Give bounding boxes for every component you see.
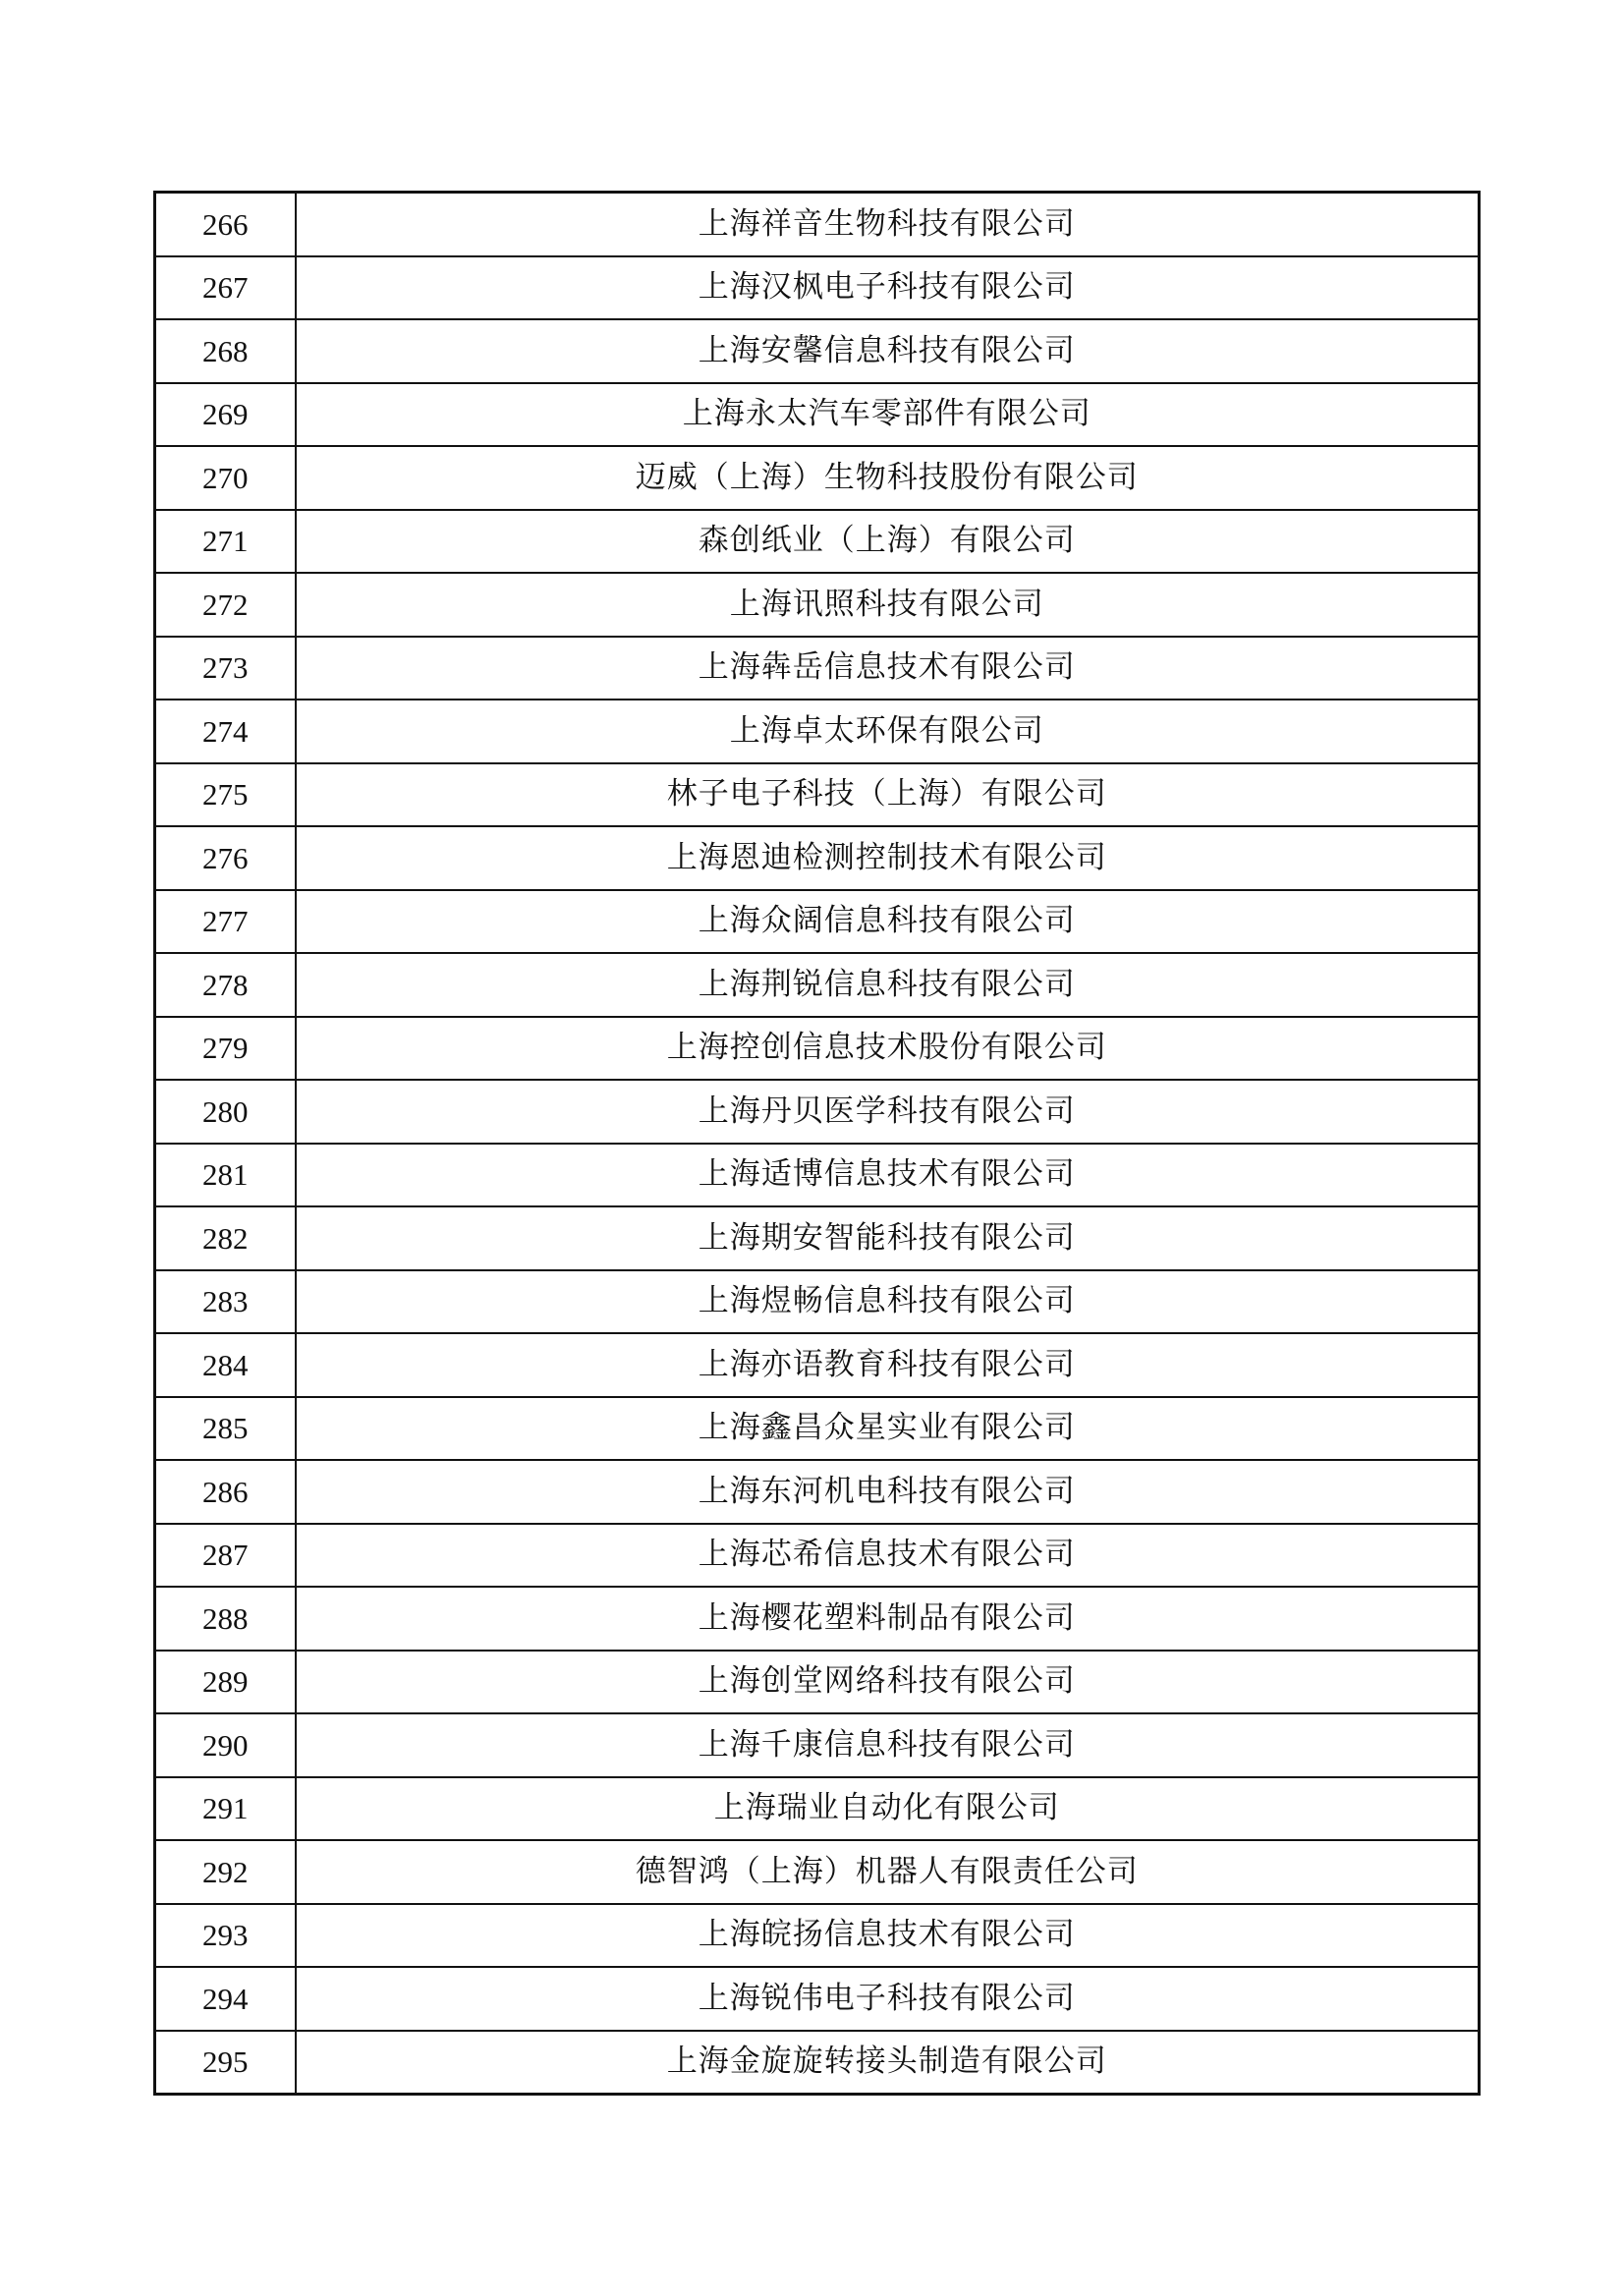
table-row bbox=[155, 573, 1480, 637]
table-row bbox=[155, 510, 1480, 574]
company-name-cell: 迈威（上海）生物科技股份有限公司 bbox=[296, 446, 1480, 510]
row-number-cell: 295 bbox=[155, 2031, 296, 2095]
row-number-cell: 291 bbox=[155, 1777, 296, 1841]
table-row bbox=[155, 446, 1480, 510]
row-number-cell: 278 bbox=[155, 953, 296, 1017]
table-row bbox=[155, 1777, 1480, 1841]
row-number-cell: 270 bbox=[155, 446, 296, 510]
row-number-cell: 275 bbox=[155, 763, 296, 827]
table-row bbox=[155, 383, 1480, 447]
row-number-cell: 286 bbox=[155, 1460, 296, 1524]
row-number-cell: 282 bbox=[155, 1206, 296, 1270]
table-row bbox=[155, 1651, 1480, 1714]
company-name-cell: 德智鸿（上海）机器人有限责任公司 bbox=[296, 1840, 1480, 1904]
company-name-cell: 上海创堂网络科技有限公司 bbox=[296, 1651, 1480, 1714]
company-name-cell: 上海芯希信息技术有限公司 bbox=[296, 1524, 1480, 1588]
table-row bbox=[155, 890, 1480, 954]
row-number-cell: 280 bbox=[155, 1080, 296, 1144]
row-number-cell: 272 bbox=[155, 573, 296, 637]
company-name-cell: 上海汉枫电子科技有限公司 bbox=[296, 256, 1480, 320]
table-row bbox=[155, 826, 1480, 890]
table-row bbox=[155, 1587, 1480, 1651]
table-row bbox=[155, 1144, 1480, 1207]
table-row bbox=[155, 1017, 1480, 1081]
company-name-cell: 上海丹贝医学科技有限公司 bbox=[296, 1080, 1480, 1144]
row-number-cell: 293 bbox=[155, 1904, 296, 1968]
company-name-cell: 上海适博信息技术有限公司 bbox=[296, 1144, 1480, 1207]
table-row bbox=[155, 1524, 1480, 1588]
row-number-cell: 276 bbox=[155, 826, 296, 890]
table-row bbox=[155, 953, 1480, 1017]
table-row bbox=[155, 1080, 1480, 1144]
row-number-cell: 288 bbox=[155, 1587, 296, 1651]
company-name-cell: 上海犇岳信息技术有限公司 bbox=[296, 637, 1480, 700]
company-name-cell: 上海众阔信息科技有限公司 bbox=[296, 890, 1480, 954]
table-row bbox=[155, 1904, 1480, 1968]
company-list-table bbox=[153, 191, 1481, 2096]
row-number-cell: 284 bbox=[155, 1333, 296, 1397]
company-name-cell: 上海卓太环保有限公司 bbox=[296, 700, 1480, 763]
table-row bbox=[155, 1840, 1480, 1904]
table-row bbox=[155, 193, 1480, 256]
company-name-cell: 上海亦语教育科技有限公司 bbox=[296, 1333, 1480, 1397]
row-number-cell: 290 bbox=[155, 1713, 296, 1777]
company-name-cell: 林子电子科技（上海）有限公司 bbox=[296, 763, 1480, 827]
company-name-cell: 上海皖扬信息技术有限公司 bbox=[296, 1904, 1480, 1968]
row-number-cell: 273 bbox=[155, 637, 296, 700]
row-number-cell: 279 bbox=[155, 1017, 296, 1081]
table-row bbox=[155, 1967, 1480, 2031]
table-row bbox=[155, 1397, 1480, 1461]
row-number-cell: 287 bbox=[155, 1524, 296, 1588]
company-name-cell: 上海安馨信息科技有限公司 bbox=[296, 319, 1480, 383]
row-number-cell: 274 bbox=[155, 700, 296, 763]
company-name-cell: 上海瑞业自动化有限公司 bbox=[296, 1777, 1480, 1841]
company-name-cell: 上海锐伟电子科技有限公司 bbox=[296, 1967, 1480, 2031]
row-number-cell: 281 bbox=[155, 1144, 296, 1207]
company-name-cell: 上海荆锐信息科技有限公司 bbox=[296, 953, 1480, 1017]
row-number-cell: 277 bbox=[155, 890, 296, 954]
table-row bbox=[155, 1333, 1480, 1397]
company-name-cell: 上海恩迪检测控制技术有限公司 bbox=[296, 826, 1480, 890]
table-row bbox=[155, 1270, 1480, 1334]
company-name-cell: 上海祥音生物科技有限公司 bbox=[296, 193, 1480, 256]
table-row bbox=[155, 763, 1480, 827]
row-number-cell: 266 bbox=[155, 193, 296, 256]
company-name-cell: 上海东河机电科技有限公司 bbox=[296, 1460, 1480, 1524]
row-number-cell: 294 bbox=[155, 1967, 296, 2031]
row-number-cell: 267 bbox=[155, 256, 296, 320]
company-name-cell: 上海煜畅信息科技有限公司 bbox=[296, 1270, 1480, 1334]
company-name-cell: 上海樱花塑料制品有限公司 bbox=[296, 1587, 1480, 1651]
row-number-cell: 289 bbox=[155, 1651, 296, 1714]
company-list-body bbox=[155, 193, 1480, 2095]
table-row bbox=[155, 256, 1480, 320]
company-name-cell: 上海千康信息科技有限公司 bbox=[296, 1713, 1480, 1777]
row-number-cell: 271 bbox=[155, 510, 296, 574]
row-number-cell: 285 bbox=[155, 1397, 296, 1461]
table-row bbox=[155, 319, 1480, 383]
company-name-cell: 上海期安智能科技有限公司 bbox=[296, 1206, 1480, 1270]
row-number-cell: 283 bbox=[155, 1270, 296, 1334]
company-name-cell: 上海讯照科技有限公司 bbox=[296, 573, 1480, 637]
row-number-cell: 292 bbox=[155, 1840, 296, 1904]
company-name-cell: 上海鑫昌众星实业有限公司 bbox=[296, 1397, 1480, 1461]
row-number-cell: 268 bbox=[155, 319, 296, 383]
table-row bbox=[155, 1206, 1480, 1270]
table-row bbox=[155, 700, 1480, 763]
table-row bbox=[155, 637, 1480, 700]
company-name-cell: 森创纸业（上海）有限公司 bbox=[296, 510, 1480, 574]
table-row bbox=[155, 1713, 1480, 1777]
company-name-cell: 上海金旋旋转接头制造有限公司 bbox=[296, 2031, 1480, 2095]
table-row bbox=[155, 2031, 1480, 2095]
company-name-cell: 上海控创信息技术股份有限公司 bbox=[296, 1017, 1480, 1081]
row-number-cell: 269 bbox=[155, 383, 296, 447]
company-name-cell: 上海永太汽车零部件有限公司 bbox=[296, 383, 1480, 447]
table-row bbox=[155, 1460, 1480, 1524]
